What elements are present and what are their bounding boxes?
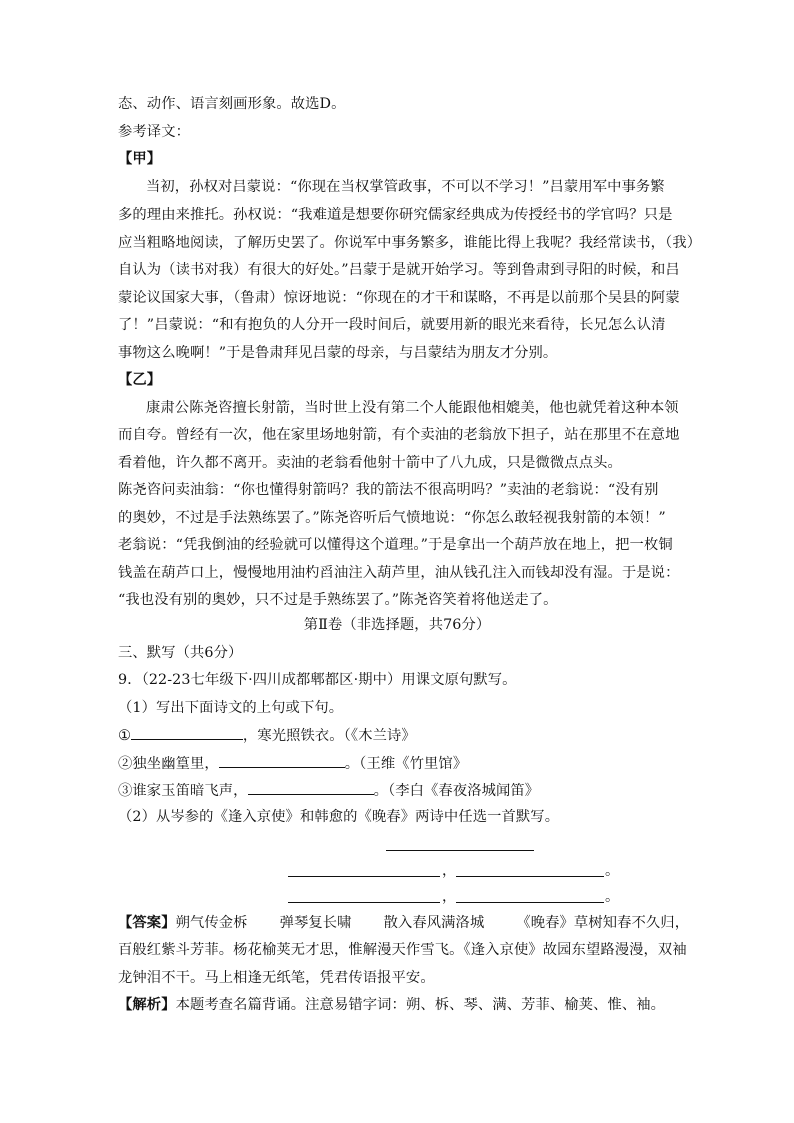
answer-line	[118, 912, 689, 934]
volume-heading: 第Ⅱ卷（非选择题，共76分）	[303, 617, 491, 633]
poem-line-blank[interactable]	[288, 876, 440, 877]
jia-line: 蒙论议国家大事，（鲁肃）惊讶地说：“你现在的才干和谋略，不再是以前那个吴县的阿蒙	[118, 290, 680, 306]
jia-line: 了！”吕蒙说：“和有抱负的人分开一段时间后，就要用新的眼光来看待，长兄怎么认清	[118, 317, 666, 333]
answer-label: 【答案】	[118, 915, 176, 931]
yi-label: 【乙】	[118, 372, 162, 388]
answer-blank[interactable]	[131, 724, 243, 740]
jia-line: 当初，孙权对吕蒙说：“你现在当权掌管政事，不可以不学习！”吕蒙用军中事务繁	[146, 179, 665, 195]
question-number: 9．	[118, 672, 142, 688]
jia-line: 应当粗略地阅读，了解历史罢了。你说军中事务繁多，谁能比得上我呢？我经常读书，（我）	[118, 235, 702, 251]
poem-line-blank[interactable]	[288, 902, 440, 903]
answer-blank[interactable]	[248, 779, 374, 795]
section-heading: 三、默写（共6分）	[118, 645, 243, 661]
jia-line: 多的理由来推托。孙权说：“我难道是想要你研究儒家经典成为传授经书的学官吗？只是	[118, 207, 673, 223]
intro-tail: 态、动作、语言刻画形象。故选D。	[118, 96, 346, 112]
yi-line: 而自夸。曾经有一次，他在家里场地射箭，有个卖油的老翁放下担子，站在那里不在意地	[118, 427, 680, 443]
yi-line: 的奥妙，不过是手法熟练罢了。”陈尧咨听后气愤地说：“你怎么敢轻视我射箭的本领！”	[118, 510, 666, 526]
answer-1: 朔气传金柝	[175, 915, 248, 931]
analysis-text: 本题考查名篇背诵。注意易错字词：朔、柝、琴、满、芳菲、榆荚、惟、袖。	[175, 997, 666, 1013]
item-text: ，寒光照铁衣。（《木兰诗》	[242, 728, 416, 744]
question-stem	[118, 669, 517, 691]
item-tail: 。（王维《竹里馆》	[344, 756, 468, 772]
item-text: 谁家玉笛暗飞声，	[132, 783, 248, 799]
answer-line: 百般红紫斗芳菲。杨花榆荚无才思，惟解漫天作雪飞。《逢入京使》故园东望路漫漫，双袖	[118, 942, 687, 958]
answer-line: 龙钟泪不干。马上相逢无纸笔，凭君传语报平安。	[118, 970, 435, 986]
analysis-line	[118, 994, 665, 1016]
item-tail: 。（李白《春夜洛城闻笛》	[373, 783, 540, 799]
dictation-item-2	[118, 752, 467, 775]
answer-4: 《晚春》草树知春不久归，	[516, 915, 690, 931]
jia-line: 事物这么晚啊！”于是鲁肃拜见吕蒙的母亲，与吕蒙结为朋友才分别。	[118, 345, 558, 361]
poem-line-blank[interactable]	[456, 902, 604, 903]
yi-line: “我也没有别的奥妙，只不过是手熟练罢了。”陈尧咨笑着将他送走了。	[118, 592, 558, 608]
part1-instruction: （1）写出下面诗文的上句或下句。	[118, 700, 344, 716]
yi-line: 陈尧咨问卖油翁：“你也懂得射箭吗？我的箭法不很高明吗？”卖油的老翁说：“没有别	[118, 482, 659, 498]
poem-line-blank[interactable]	[456, 876, 604, 877]
dictation-item-1	[118, 724, 416, 747]
yi-line: 看着他，许久都不离开。卖油的老翁看他射十箭中了八九成，只是微微点点头。	[118, 455, 622, 471]
question-source: （22-23七年级下·四川成都郫都区·期中）	[141, 672, 402, 688]
yi-line: 康肃公陈尧咨擅长射箭，当时世上没有第二个人能跟他相媲美，他也就凭着这种本领	[146, 400, 679, 416]
item-marker: ②	[118, 756, 133, 772]
yi-line: 钱盖在葫芦口上，慢慢地用油杓舀油注入葫芦里，油从钱孔注入而钱却没有湿。于是说：	[118, 565, 680, 581]
analysis-label: 【解析】	[118, 997, 176, 1013]
item-text: 独坐幽篁里，	[132, 756, 219, 772]
answer-3: 散入春风满洛城	[383, 915, 485, 931]
jia-label: 【甲】	[118, 151, 162, 167]
yi-line: 老翁说：“凭我倒油的经验就可以懂得这个道理。”于是拿出一个葫芦放在地上，把一枚铜	[118, 537, 673, 553]
comma: ，	[442, 863, 457, 879]
jia-line: 自认为（读书对我）有很大的好处。”吕蒙于是就开始学习。等到鲁肃到寻阳的时候，和吕	[118, 262, 680, 278]
period: 。	[605, 889, 620, 905]
item-marker: ①	[118, 728, 131, 744]
dictation-item-3	[118, 779, 539, 802]
poem-title-blank[interactable]	[386, 850, 534, 851]
answer-2: 弹琴复长啸	[279, 915, 352, 931]
item-marker: ③	[118, 783, 133, 799]
comma: ，	[442, 889, 457, 905]
question-prompt: 用课文原句默写。	[401, 672, 517, 688]
part2-instruction: （2）从岑参的《逢入京使》和韩愈的《晚春》两诗中任选一首默写。	[118, 809, 560, 825]
answer-blank[interactable]	[219, 752, 345, 768]
translation-heading: 参考译文：	[118, 124, 190, 140]
period: 。	[605, 863, 620, 879]
